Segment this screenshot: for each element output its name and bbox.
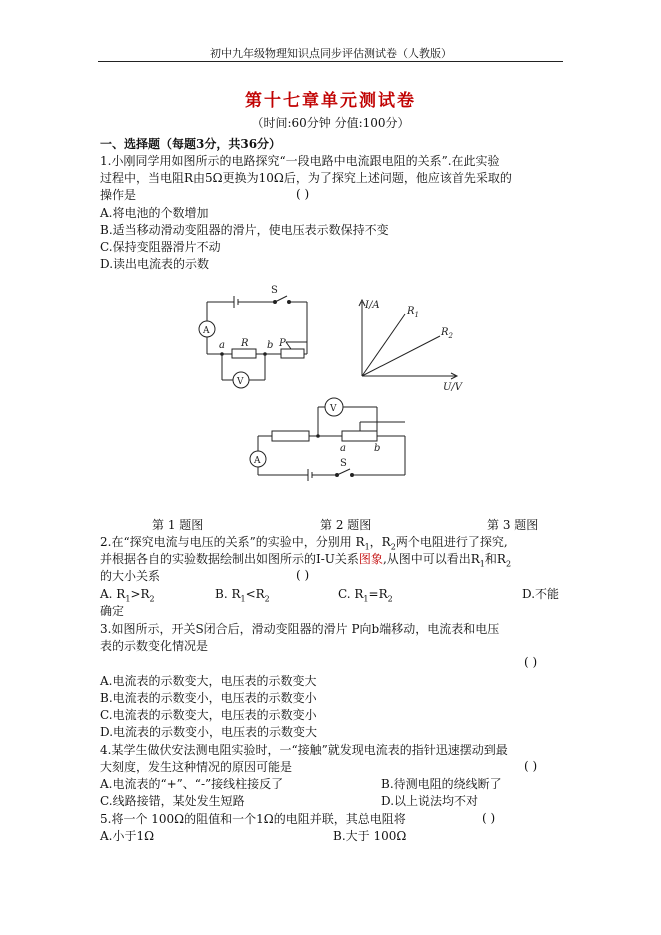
q3-option-d: D.电流表的示数变小，电压表的示数变大 bbox=[100, 725, 318, 739]
figure-1-caption: 第 1 题图 bbox=[152, 518, 204, 532]
fig2-x-label: U/V bbox=[443, 382, 463, 393]
switch-s bbox=[275, 296, 287, 302]
q4-answer-blank: ( ) bbox=[524, 759, 538, 773]
q3-option-b: B.电流表的示数变小，电压表的示数变小 bbox=[100, 691, 317, 705]
fig2-r1-label: $R_1$ bbox=[407, 306, 419, 319]
fig1-label-p: P bbox=[279, 338, 286, 349]
r2-line bbox=[362, 336, 440, 376]
q5-line1: 5.将一个 100Ω的阻值和一个1Ω的电阻并联，其总电阻将 bbox=[100, 812, 406, 826]
q4-option-c: C.线路接错，某处发生短路 bbox=[100, 794, 245, 808]
rheostat bbox=[342, 431, 377, 441]
q1-line2: 过程中，当电阻R由5Ω更换为10Ω后，为了探究上述问题，他应该首先采取的 bbox=[100, 171, 512, 185]
q4-option-b: B.待测电阻的绕线断了 bbox=[381, 777, 502, 791]
q2-option-c: C. $R_1=R_2$ bbox=[338, 587, 393, 604]
q2-line2: 并根据各自的实验数据绘制出如图所示的I-U关系图象,从图中可以看出$R_1$和$R_2$ bbox=[100, 552, 512, 569]
q3-line2: 表的示数变化情况是 bbox=[100, 639, 209, 653]
fig2-y-label: I/A bbox=[365, 300, 380, 311]
q1-option-c: C.保持变阻器滑片不动 bbox=[100, 240, 221, 254]
rheostat bbox=[281, 349, 304, 358]
figure-1-circuit bbox=[199, 296, 307, 388]
q2-line3: 的大小关系 bbox=[100, 569, 161, 583]
q5-option-a: A.小于1Ω bbox=[100, 829, 155, 843]
fig2-r2-label: $R_2$ bbox=[441, 327, 453, 340]
figure-3-caption: 第 3 题图 bbox=[487, 518, 539, 532]
q2-option-b: B. $R_1<R_2$ bbox=[215, 587, 270, 604]
fig1-label-b: b bbox=[267, 340, 274, 351]
fig1-label-r: R bbox=[241, 338, 249, 349]
q5-answer-blank: ( ) bbox=[482, 811, 496, 825]
fig3-switch-label: S bbox=[340, 458, 347, 469]
section-heading: 一、选择题（每题3分，共36分） bbox=[100, 137, 282, 151]
q1-line3: 操作是 bbox=[100, 188, 137, 202]
fig3-ammeter-label: A bbox=[254, 456, 261, 466]
resistor bbox=[272, 431, 309, 441]
q2-option-d-cont: 确定 bbox=[100, 604, 125, 618]
r1-line bbox=[362, 314, 405, 376]
q1-option-a: A.将电池的个数增加 bbox=[100, 206, 209, 220]
fig1-ammeter-label: A bbox=[203, 326, 210, 336]
q3-option-c: C.电流表的示数变大，电压表的示数变小 bbox=[100, 708, 317, 722]
q1-option-d: D.读出电流表的示数 bbox=[100, 257, 210, 271]
q1-answer-blank: ( ) bbox=[296, 187, 310, 201]
fig3-label-b: b bbox=[374, 443, 381, 454]
page-title: 第十七章单元测试卷 bbox=[245, 91, 416, 111]
figure-3-circuit bbox=[250, 398, 405, 481]
q5-option-b: B.大于 100Ω bbox=[333, 829, 407, 843]
fig3-label-a: a bbox=[340, 443, 346, 454]
q2-option-a: A. $R_1>R_2$ bbox=[100, 587, 155, 604]
q1-option-b: B.适当移动滑动变阻器的滑片，使电压表示数保持不变 bbox=[100, 223, 389, 237]
q4-option-a: A.电流表的“+”、“-”接线柱接反了 bbox=[100, 777, 284, 791]
figure-2-caption: 第 2 题图 bbox=[320, 518, 372, 532]
q2-line1: 2.在“探究电流与电压的关系”的实验中，分别用 $R_1$，$R_2$两个电阻进行了探究, bbox=[100, 535, 508, 552]
fig1-label-a: a bbox=[219, 340, 225, 351]
resistor-r bbox=[232, 349, 256, 358]
q2-option-d: D.不能 bbox=[522, 587, 560, 601]
q3-answer-blank: ( ) bbox=[524, 655, 538, 669]
q3-option-a: A.电流表的示数变大，电压表的示数变大 bbox=[100, 674, 317, 688]
fig1-switch-label: S bbox=[271, 285, 278, 296]
exam-info: （时间:60分钟 分值:100分） bbox=[251, 116, 410, 130]
q3-line1: 3.如图所示，开关S闭合后，滑动变阻器的滑片 P向b端移动，电流表和电压 bbox=[100, 622, 500, 636]
fig1-voltmeter-label: V bbox=[237, 377, 244, 387]
switch-s bbox=[337, 469, 350, 475]
page-header: 初中九年级物理知识点同步评估测试卷（人教版） bbox=[210, 47, 452, 60]
q4-line1: 4.某学生做伏安法测电阻实验时，一“接触”就发现电流表的指针迅速摆动到最 bbox=[100, 743, 508, 757]
fig3-voltmeter-label: V bbox=[330, 404, 337, 414]
q2-answer-blank: ( ) bbox=[296, 568, 310, 582]
q4-line2: 大刻度，发生这种情况的原因可能是 bbox=[100, 760, 293, 774]
q4-option-d: D.以上说法均不对 bbox=[381, 794, 479, 808]
q1-line1: 1.小刚同学用如图所示的电路探究“一段电路中电流跟电阻的关系”.在此实验 bbox=[100, 154, 500, 168]
